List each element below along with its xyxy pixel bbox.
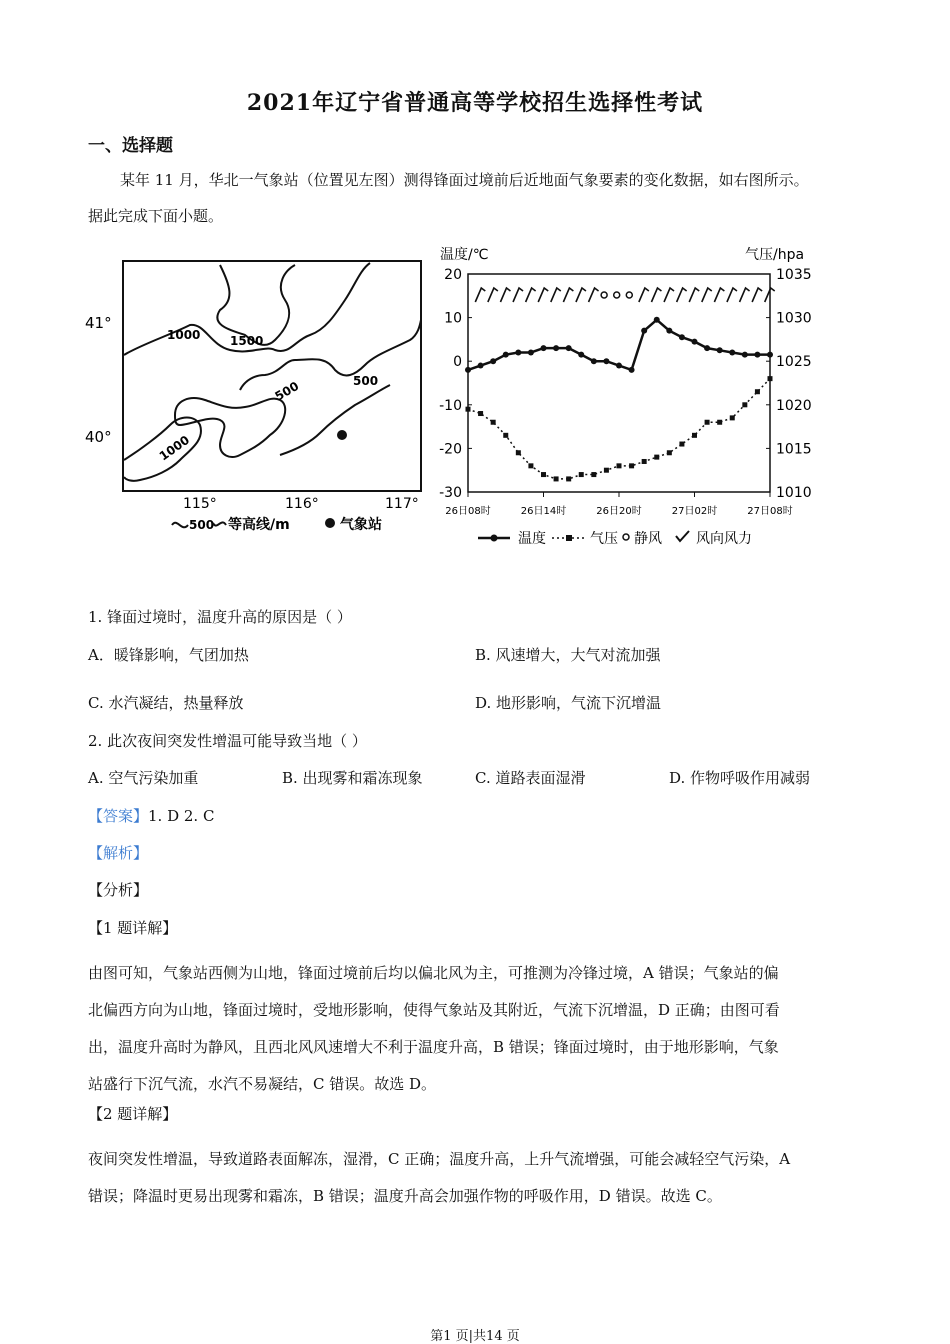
- pressure-point: [642, 459, 647, 464]
- question-1-option-c[interactable]: C. 水汽凝结，热量释放: [88, 694, 244, 712]
- temperature-point: [591, 358, 597, 364]
- pressure-point: [755, 389, 760, 394]
- temperature-point: [742, 352, 748, 358]
- wind-barb-symbol: [488, 288, 498, 302]
- x-tick-label: 26日20时: [596, 506, 642, 517]
- wind-barb-symbol: [740, 288, 750, 302]
- answer-text: 1. D 2. C: [148, 807, 215, 825]
- wind-barb-symbol: [639, 288, 649, 302]
- calm-wind-symbol: [614, 292, 620, 298]
- temperature-point: [704, 345, 710, 351]
- pressure-point: [541, 472, 546, 477]
- temperature-point: [528, 349, 534, 355]
- pressure-point: [705, 420, 710, 425]
- wind-barb-symbol: [475, 288, 485, 302]
- temperature-point: [566, 345, 572, 351]
- temperature-point: [654, 317, 660, 323]
- question-1-option-b[interactable]: B. 风速增大，大气对流加强: [475, 646, 661, 664]
- left-tick-label: 10: [444, 310, 462, 327]
- pressure-point: [679, 442, 684, 447]
- pressure-point: [579, 472, 584, 477]
- temperature-point: [754, 352, 760, 358]
- lon-label: 116°: [285, 496, 319, 512]
- legend-contour-value: 500: [189, 518, 215, 532]
- intro-line-2: 据此完成下面小题。: [88, 207, 224, 225]
- left-tick-label: -20: [439, 441, 462, 458]
- detail-1-line: 出，温度升高时为静风，且西北风风速增大不利于温度升高，B 错误；锋面过境时，由于地形影响，气象: [88, 1038, 779, 1056]
- contour-line: [280, 385, 390, 455]
- weather-station-marker: [337, 430, 347, 440]
- temperature-point: [465, 367, 471, 373]
- legend-wind-label: 风向风力: [696, 531, 752, 547]
- wind-barb-symbol: [526, 288, 536, 302]
- pressure-point: [730, 415, 735, 420]
- right-axis-label: 气压/hpa: [745, 247, 805, 263]
- pressure-point: [617, 463, 622, 468]
- lon-label: 115°: [183, 496, 217, 512]
- wind-barb-symbol: [538, 288, 548, 302]
- lat-label: 41°: [85, 314, 112, 332]
- question-1-option-d[interactable]: D. 地形影响，气流下沉增温: [475, 694, 662, 712]
- contour-label: 1500: [230, 334, 264, 348]
- wind-symbols-row: [475, 288, 774, 302]
- temperature-line: [468, 320, 770, 370]
- legend-contour-sample: [172, 523, 188, 528]
- topographic-map: [80, 255, 430, 545]
- contour-line: [217, 265, 295, 345]
- pressure-point: [554, 476, 559, 481]
- pressure-point: [566, 476, 571, 481]
- pressure-point: [591, 472, 596, 477]
- wind-barb-symbol: [651, 288, 661, 302]
- temperature-point: [666, 328, 672, 334]
- right-tick-label: 1035: [776, 267, 812, 283]
- temperature-point: [478, 363, 484, 369]
- x-tick-label: 26日14时: [520, 506, 567, 517]
- wind-barb-symbol: [500, 288, 510, 302]
- detail-1-body: [88, 955, 780, 1103]
- pressure-point: [654, 455, 659, 460]
- legend-pres-label: 气压: [590, 531, 618, 547]
- legend-station-marker: [325, 518, 335, 528]
- pressure-point: [604, 468, 609, 473]
- calm-wind-symbol: [626, 292, 632, 298]
- answer-line: [88, 805, 214, 826]
- temperature-point: [616, 363, 622, 369]
- left-tick-label: 0: [453, 354, 462, 371]
- pressure-point: [692, 433, 697, 438]
- pressure-point: [768, 376, 773, 381]
- contour-label: 500: [353, 374, 379, 388]
- detail-2-line: 夜间突发性增温，导致道路表面解冻，湿滑，C 正确；温度升高，上升气流增强，可能会减轻空气污染，A: [88, 1150, 791, 1168]
- x-tick-label: 27日08时: [747, 506, 793, 517]
- pressure-point: [503, 433, 508, 438]
- pressure-point: [491, 420, 496, 425]
- question-1-stem: 1. 锋面过境时，温度升高的原因是（ ）: [88, 608, 352, 626]
- temperature-point: [490, 358, 496, 364]
- wind-barb-symbol: [563, 288, 573, 302]
- wind-barb-symbol: [589, 288, 599, 302]
- contour-label: 500: [272, 378, 302, 404]
- wind-barb-symbol: [664, 288, 674, 302]
- page-footer: 第1 页|共14 页: [430, 1329, 520, 1344]
- pressure-point: [478, 411, 483, 416]
- right-tick-label: 1030: [776, 310, 812, 327]
- wind-barb-symbol: [576, 288, 586, 302]
- calm-wind-symbol: [601, 292, 607, 298]
- temperature-point: [603, 358, 609, 364]
- question-2-option-d[interactable]: D. 作物呼吸作用减弱: [669, 769, 811, 787]
- temperature-point: [541, 345, 547, 351]
- contour-label: 1000: [156, 432, 193, 464]
- x-tick-label: 27日02时: [671, 506, 718, 517]
- right-tick-label: 1010: [776, 485, 812, 501]
- legend-temp-marker: [491, 535, 498, 542]
- pressure-point: [742, 402, 747, 407]
- pressure-point: [516, 450, 521, 455]
- contour-label: 1000: [167, 328, 201, 342]
- right-tick-label: 1015: [776, 441, 812, 458]
- x-tick-label: 26日08时: [445, 506, 491, 517]
- legend-wind-symbol: [676, 531, 689, 541]
- pressure-point: [466, 407, 471, 412]
- analysis-label: 【解析】: [88, 844, 149, 862]
- lat-label: 40°: [85, 428, 112, 446]
- detail-2-line: 错误；降温时更易出现雾和霜冻，B 错误；温度升高会加强作物的呼吸作用，D 错误。故选 C。: [88, 1187, 722, 1205]
- left-axis-label: 温度/℃: [440, 247, 489, 263]
- detail-1-label: 【1 题详解】: [88, 919, 178, 937]
- wind-barb-symbol: [551, 288, 561, 302]
- temperature-point: [641, 328, 647, 334]
- detail-1-line: 北偏西方向为山地，锋面过境时，受地形影响，使得气象站及其附近，气流下沉增温，D 正确；由图可看: [88, 1001, 780, 1019]
- answer-label: 【答案】: [88, 807, 149, 825]
- weather-chart: [430, 240, 820, 560]
- left-tick-label: 20: [444, 267, 462, 283]
- legend-calm-symbol: [623, 534, 629, 540]
- left-tick-label: -10: [439, 397, 462, 414]
- lon-label: 117°: [385, 496, 419, 512]
- question-2-option-c[interactable]: C. 道路表面湿滑: [475, 769, 586, 787]
- temperature-point: [553, 345, 559, 351]
- fenxi-label: 【分析】: [88, 881, 149, 899]
- temperature-point: [629, 367, 635, 373]
- pressure-point: [717, 420, 722, 425]
- detail-1-line: 由图可知，气象站西侧为山地，锋面过境前后均以偏北风为主，可推测为冷锋过境，A 错误；气象站的偏: [88, 964, 779, 982]
- temperature-point: [767, 352, 773, 358]
- section-heading: 一、选择题: [88, 136, 173, 156]
- right-tick-label: 1020: [776, 397, 812, 414]
- detail-1-line: 站盛行下沉气流，水汽不易凝结，C 错误。故选 D。: [88, 1075, 437, 1093]
- pressure-point: [629, 463, 634, 468]
- left-tick-label: -30: [439, 485, 462, 501]
- legend-pres-marker: [566, 535, 572, 541]
- temperature-point: [503, 352, 509, 358]
- question-2-stem: 2. 此次夜间突发性增温可能导致当地（ ）: [88, 732, 367, 750]
- temperature-point: [578, 352, 584, 358]
- pressure-point: [528, 463, 533, 468]
- wind-barb-symbol: [677, 288, 687, 302]
- question-1-option-a[interactable]: A．暖锋影响，气团加热: [88, 646, 249, 664]
- pressure-point: [667, 450, 672, 455]
- temperature-point: [515, 349, 521, 355]
- question-2-option-b[interactable]: B. 出现雾和霜冻现象: [282, 769, 423, 787]
- question-2-option-a[interactable]: A. 空气污染加重: [88, 769, 199, 787]
- wind-barb-symbol: [702, 288, 712, 302]
- temperature-point: [729, 349, 735, 355]
- page-title: 2021年辽宁省普通高等学校招生选择性考试: [246, 90, 704, 116]
- legend-station-text: 气象站: [340, 517, 382, 533]
- right-tick-label: 1025: [776, 354, 812, 371]
- intro-line-1: 某年 11 月，华北一气象站（位置见左图）测得锋面过境前后近地面气象要素的变化数据，如右图所示。: [120, 171, 809, 189]
- wind-barb-symbol: [752, 288, 762, 302]
- wind-barb-symbol: [727, 288, 737, 302]
- wind-barb-symbol: [513, 288, 523, 302]
- legend-contour-sample: [213, 522, 226, 525]
- detail-2-body: [88, 1141, 790, 1215]
- temperature-point: [692, 339, 698, 345]
- wind-barb-symbol: [714, 288, 724, 302]
- contour-line: [240, 320, 421, 390]
- temperature-point: [717, 347, 723, 353]
- plot-frame: [468, 274, 770, 492]
- legend-contour-text: 等高线/m: [228, 517, 290, 533]
- wind-barb-symbol: [689, 288, 699, 302]
- temperature-point: [679, 334, 685, 340]
- legend-calm-label: 静风: [634, 531, 662, 547]
- detail-2-label: 【2 题详解】: [88, 1105, 178, 1123]
- legend-temp-label: 温度: [518, 531, 546, 547]
